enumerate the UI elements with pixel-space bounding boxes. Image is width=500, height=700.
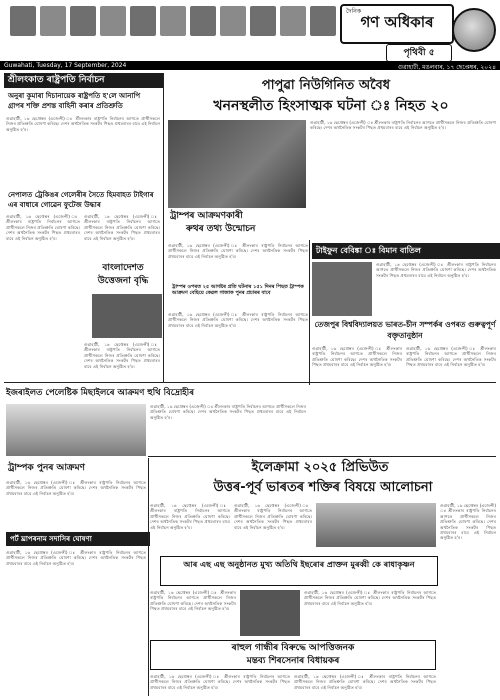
date-bar xyxy=(0,61,500,70)
tezpur-article-body: গুৱাহাটী, ১৬ ছেপ্তেম্বৰ (এজেন্সী) ঃ শ্ৰীলংকাৰ ৰাষ্ট্ৰপতি নিৰ্বাচনৰ আগতে প্ৰাৰ্থীসকলে নিজৰ প্ৰতিশ্ৰুতি ঘোষণা কৰিছে। দেশৰ অৰ্থনৈতিক সংকটৰ পিছত প্ৰথমবাৰৰ বাবে এই নিৰ্বাচন অনুষ্ঠিত হ'ব। xyxy=(312,346,402,368)
papua-headline-2: খননস্থলীত হিংসাত্মক ঘটনা ঃ নিহত ২০ xyxy=(213,98,449,114)
israel-headline: ইজৰাইলত পেলেষ্টিক মিছাইলৰে আক্ৰমণ হুথি বিদ্ৰোহীৰ xyxy=(6,388,194,398)
trump-article-body-2: গুৱাহাটী, ১৬ ছেপ্তেম্বৰ (এজেন্সী) ঃ শ্ৰীলংকাৰ ৰাষ্ট্ৰপতি নিৰ্বাচনৰ আগতে প্ৰাৰ্থীসকলে নিজৰ প্ৰতিশ্ৰুতি ঘোষণা কৰিছে। দেশৰ অৰ্থনৈতিক সংকটৰ পিছত প্ৰথমবাৰৰ বাবে এই নিৰ্বাচন অনুষ্ঠিত হ'ব। xyxy=(168,312,308,328)
logo-prefix: দৈনিক xyxy=(346,8,362,15)
israel-article-body: গুৱাহাটী, ১৬ ছেপ্তেম্বৰ (এজেন্সী) ঃ শ্ৰীলংকাৰ ৰাষ্ট্ৰপতি নিৰ্বাচনৰ আগতে প্ৰাৰ্থীসকলে নিজৰ প্ৰতিশ্ৰুতি ঘোষণা কৰিছে। দেশৰ অৰ্থনৈতিক সংকটৰ পিছত প্ৰথমবাৰৰ বাবে এই নিৰ্বাচন অনুষ্ঠিত হ'ব। xyxy=(150,404,306,420)
chief-guest-photo xyxy=(240,590,300,636)
trump-again-headline: ট্ৰাম্পক পুনৰ আক্ৰমণ xyxy=(8,463,86,473)
rahul-article-body-2: গুৱাহাটী, ১৬ ছেপ্তেম্বৰ (এজেন্সী) ঃ শ্ৰীলংকাৰ ৰাষ্ট্ৰপতি নিৰ্বাচনৰ আগতে প্ৰাৰ্থীসকলে নিজৰ প্ৰতিশ্ৰুতি ঘোষণা কৰিছে। দেশৰ অৰ্থনৈতিক সংকটৰ পিছত প্ৰথমবাৰৰ বাবে এই নিৰ্বাচন অনুষ্ঠিত হ'ব। xyxy=(294,674,436,690)
portrait-photo xyxy=(100,6,126,36)
trump-attacker-line1: ট্ৰাম্পৰ আক্ৰমণকাৰী xyxy=(170,211,243,221)
globe-icon xyxy=(452,8,496,52)
typhoon-article-body: গুৱাহাটী, ১৬ ছেপ্তেম্বৰ (এজেন্সী) ঃ শ্ৰীলংকাৰ ৰাষ্ট্ৰপতি নিৰ্বাচনৰ আগতে প্ৰাৰ্থীসকলে নিজৰ প্ৰতিশ্ৰুতি ঘোষণা কৰিছে। দেশৰ অৰ্থনৈতিক সংকটৰ পিছত প্ৰথমবাৰৰ বাবে এই নিৰ্বাচন অনুষ্ঠিত হ'ব। xyxy=(376,262,496,278)
date-english: Guwahati, Tuesday, 17 September, 2024 xyxy=(4,62,127,69)
anura-headline: অনুৰা কুমাৰা দিচানায়েক ৰাষ্ট্ৰপতি হ'লে আনাপি গ্ৰাপৰ শক্তি প্ৰশস্ত বাহিনী কৰাৰ প্ৰতিশ্ৰুতি xyxy=(8,92,141,110)
srilanka-headline: শ্ৰীলংকাত ৰাষ্ট্ৰপতি নিৰ্বাচন xyxy=(4,73,164,88)
tezpur-headline: তেজপুৰ বিশ্ববিদ্যালয়ত ভাৰত-চীন সম্পৰ্কৰ ওপৰত গুৰুত্বপূৰ্ণ বক্তৃতানুষ্ঠান xyxy=(314,320,496,340)
section-name: পৃথিবী xyxy=(403,48,426,58)
typhoon-photo xyxy=(312,262,372,316)
trump-attacker-line2: ৰুথৰ তথ্য উন্মোচন xyxy=(186,224,256,234)
rahul-headline-line1: ৰাহুল গান্ধীৰ বিৰুদ্ধে আপত্তিজনক xyxy=(231,643,355,653)
elecrama-article-body-2: গুৱাহাটী, ১৬ ছেপ্তেম্বৰ (এজেন্সী) ঃ শ্ৰীলংকাৰ ৰাষ্ট্ৰপতি নিৰ্বাচনৰ আগতে প্ৰাৰ্থীসকলে নিজৰ প্ৰতিশ্ৰুতি ঘোষণা কৰিছে। দেশৰ অৰ্থনৈতিক সংকটৰ পিছত প্ৰথমবাৰৰ বাবে এই নিৰ্বাচন অনুষ্ঠিত হ'ব। xyxy=(234,503,312,530)
portrait-photo xyxy=(190,6,216,36)
northeast-headline: উত্তৰ-পূৰ্ব ভাৰতৰ শক্তিৰ বিষয়ে আলোচনা xyxy=(213,480,433,495)
nepal-headline: নেপালত ট্ৰেকিঙৰ গেলেৰীৰ সৈতে হিমবাহত টাইগাৰ এৰ বাধাৰে গোৱেন ফুটেজ উদ্ধাৰ xyxy=(8,191,154,209)
portrait-photo xyxy=(310,6,336,36)
logo-title: গণ অধিকাৰ xyxy=(360,13,434,31)
portrait-photo xyxy=(280,6,306,36)
trump-again-article-body: গুৱাহাটী, ১৬ ছেপ্তেম্বৰ (এজেন্সী) ঃ শ্ৰীলংকাৰ ৰাষ্ট্ৰপতি নিৰ্বাচনৰ আগতে প্ৰাৰ্থীসকলে নিজৰ প্ৰতিশ্ৰুতি ঘোষণা কৰিছে। দেশৰ অৰ্থনৈতিক সংকটৰ পিছত প্ৰথমবাৰৰ বাবে এই নিৰ্বাচন অনুষ্ঠিত হ'ব। xyxy=(6,480,146,496)
trump-attacker-headline xyxy=(170,210,306,240)
chief-guest-article-body: গুৱাহাটী, ১৬ ছেপ্তেম্বৰ (এজেন্সী) ঃ শ্ৰীলংকাৰ ৰাষ্ট্ৰপতি নিৰ্বাচনৰ আগতে প্ৰাৰ্থীসকলে নিজৰ প্ৰতিশ্ৰুতি ঘোষণা কৰিছে। দেশৰ অৰ্থনৈতিক সংকটৰ পিছত প্ৰথমবাৰৰ বাবে এই নিৰ্বাচন অনুষ্ঠিত হ'ব। xyxy=(150,590,236,612)
chief-guest-headline: আৰ এছ এছ অনুষ্ঠানত মুখ্য অতিথি ইছৰোৰ প্ৰাক্তন মুৰব্বী কে ৰাধাকৃষ্ণন xyxy=(160,556,438,586)
prime-minister-headline: পৰ্ট ঘ্ৰাপৰনাম সদাসিৰ ঘোষণা xyxy=(6,532,150,546)
rahul-article-body: গুৱাহাটী, ১৬ ছেপ্তেম্বৰ (এজেন্সী) ঃ শ্ৰীলংকাৰ ৰাষ্ট্ৰপতি নিৰ্বাচনৰ আগতে প্ৰাৰ্থীসকলে নিজৰ প্ৰতিশ্ৰুতি ঘোষণা কৰিছে। দেশৰ অৰ্থনৈতিক সংকটৰ পিছত প্ৰথমবাৰৰ বাবে এই নিৰ্বাচন অনুষ্ঠিত হ'ব। xyxy=(150,674,290,690)
portrait-photo xyxy=(40,6,66,36)
elecrama-headline: ইলেক্ৰামা ২০২৫ প্ৰিভিউত xyxy=(251,460,389,475)
section-divider xyxy=(4,382,496,383)
column-divider xyxy=(163,73,164,383)
bangladesh-headline: বাংলাদেশত উত্তেজনা বৃদ্ধি xyxy=(97,263,149,286)
elecrama-photo xyxy=(316,503,436,547)
section-label xyxy=(386,44,452,62)
srilanka-article-body: গুৱাহাটী, ১৬ ছেপ্তেম্বৰ (এজেন্সী) ঃ শ্ৰীলংকাৰ ৰাষ্ট্ৰপতি নিৰ্বাচনৰ আগতে প্ৰাৰ্থীসকলে নিজৰ প্ৰতিশ্ৰুতি ঘোষণা কৰিছে। দেশৰ অৰ্থনৈতিক সংকটৰ পিছত প্ৰথমবাৰৰ বাবে এই নিৰ্বাচন অনুষ্ঠিত হ'ব। xyxy=(6,116,160,132)
chief-guest-article-body-2: গুৱাহাটী, ১৬ ছেপ্তেম্বৰ (এজেন্সী) ঃ শ্ৰীলংকাৰ ৰাষ্ট্ৰপতি নিৰ্বাচনৰ আগতে প্ৰাৰ্থীসকলে নিজৰ প্ৰতিশ্ৰুতি ঘোষণা কৰিছে। দেশৰ অৰ্থনৈতিক সংকটৰ পিছত প্ৰথমবাৰৰ বাবে এই নিৰ্বাচন অনুষ্ঠিত হ'ব। xyxy=(304,590,436,606)
prime-minister-article-body: গুৱাহাটী, ১৬ ছেপ্তেম্বৰ (এজেন্সী) ঃ শ্ৰীলংকাৰ ৰাষ্ট্ৰপতি নিৰ্বাচনৰ আগতে প্ৰাৰ্থীসকলে নিজৰ প্ৰতিশ্ৰুতি ঘোষণা কৰিছে। দেশৰ অৰ্থনৈতিক সংকটৰ পিছত প্ৰথমবাৰৰ বাবে এই নিৰ্বাচন অনুষ্ঠিত হ'ব। xyxy=(6,550,146,566)
date-assamese: গুৱাহাটী, মঙলবাৰ, ১৭ ছেপ্তেম্বৰ, ২০২৪ xyxy=(397,64,496,71)
papua-headline-1: পাপুৱা নিউগিনিত অবৈধ xyxy=(261,78,391,93)
portrait-photo xyxy=(220,6,246,36)
page-number: ৫ xyxy=(428,48,435,58)
portrait-photo xyxy=(130,6,156,36)
portrait-photo xyxy=(10,6,36,36)
missile-photo xyxy=(6,404,146,456)
nepal-article-body-2: গুৱাহাটী, ১৬ ছেপ্তেম্বৰ (এজেন্সী) ঃ শ্ৰীলংকাৰ ৰাষ্ট্ৰপতি নিৰ্বাচনৰ আগতে প্ৰাৰ্থীসকলে নিজৰ প্ৰতিশ্ৰুতি ঘোষণা কৰিছে। দেশৰ অৰ্থনৈতিক সংকটৰ পিছত প্ৰথমবাৰৰ বাবে এই নিৰ্বাচন অনুষ্ঠিত হ'ব। xyxy=(84,214,160,241)
newspaper-logo xyxy=(340,4,454,44)
papua-photo xyxy=(168,120,306,208)
column-divider xyxy=(148,458,149,696)
column-divider xyxy=(309,240,310,385)
elecrama-article-body-3: গুৱাহাটী, ১৬ ছেপ্তেম্বৰ (এজেন্সী) ঃ শ্ৰীলংকাৰ ৰাষ্ট্ৰপতি নিৰ্বাচনৰ আগতে প্ৰাৰ্থীসকলে নিজৰ প্ৰতিশ্ৰুতি ঘোষণা কৰিছে। দেশৰ অৰ্থনৈতিক সংকটৰ পিছত প্ৰথমবাৰৰ বাবে এই নিৰ্বাচন অনুষ্ঠিত হ'ব। xyxy=(440,503,496,541)
bangladesh-article-body: গুৱাহাটী, ১৬ ছেপ্তেম্বৰ (এজেন্সী) ঃ শ্ৰীলংকাৰ ৰাষ্ট্ৰপতি নিৰ্বাচনৰ আগতে প্ৰাৰ্থীসকলে নিজৰ প্ৰতিশ্ৰুতি ঘোষণা কৰিছে। দেশৰ অৰ্থনৈতিক সংকটৰ পিছত প্ৰথমবাৰৰ বাবে এই নিৰ্বাচন অনুষ্ঠিত হ'ব। xyxy=(84,342,160,369)
nepal-article-body: গুৱাহাটী, ১৬ ছেপ্তেম্বৰ (এজেন্সী) ঃ শ্ৰীলংকাৰ ৰাষ্ট্ৰপতি নিৰ্বাচনৰ আগতে প্ৰাৰ্থীসকলে নিজৰ প্ৰতিশ্ৰুতি ঘোষণা কৰিছে। দেশৰ অৰ্থনৈতিক সংকটৰ পিছত প্ৰথমবাৰৰ বাবে এই নিৰ্বাচন অনুষ্ঠিত হ'ব। xyxy=(6,214,80,241)
section-divider xyxy=(148,456,496,457)
trump-article-body: গুৱাহাটী, ১৬ ছেপ্তেম্বৰ (এজেন্সী) ঃ শ্ৰীলংকাৰ ৰাষ্ট্ৰপতি নিৰ্বাচনৰ আগতে প্ৰাৰ্থীসকলে নিজৰ প্ৰতিশ্ৰুতি ঘোষণা কৰিছে। দেশৰ অৰ্থনৈতিক সংকটৰ পিছত প্ৰথমবাৰৰ বাবে এই নিৰ্বাচন অনুষ্ঠিত হ'ব। xyxy=(168,243,308,259)
rahul-headline-line2: মন্তব্য শিৰসেনাৰ বিধায়কৰ xyxy=(246,656,340,666)
elecrama-article-body: গুৱাহাটী, ১৬ ছেপ্তেম্বৰ (এজেন্সী) ঃ শ্ৰীলংকাৰ ৰাষ্ট্ৰপতি নিৰ্বাচনৰ আগতে প্ৰাৰ্থীসকলে নিজৰ প্ৰতিশ্ৰুতি ঘোষণা কৰিছে। দেশৰ অৰ্থনৈতিক সংকটৰ পিছত প্ৰথমবাৰৰ বাবে এই নিৰ্বাচন অনুষ্ঠিত হ'ব। xyxy=(150,503,230,530)
typhoon-headline: টাইফুন বেবিঙ্কা ঃ বিমান বাতিল xyxy=(312,243,500,259)
portrait-photo xyxy=(70,6,96,36)
portrait-photo xyxy=(250,6,276,36)
bangladesh-photo xyxy=(92,294,162,338)
rahul-headline xyxy=(150,640,436,670)
portrait-photo xyxy=(160,6,186,36)
papua-article-body: গুৱাহাটী, ১৬ ছেপ্তেম্বৰ (এজেন্সী) ঃ শ্ৰীলংকাৰ ৰাষ্ট্ৰপতি নিৰ্বাচনৰ আগতে প্ৰাৰ্থীসকলে নিজৰ প্ৰতিশ্ৰুতি ঘোষণা কৰিছে। দেশৰ অৰ্থনৈতিক সংকটৰ পিছত প্ৰথমবাৰৰ বাবে এই নিৰ্বাচন অনুষ্ঠিত হ'ব। xyxy=(310,120,496,131)
trump-quote-caption: ট্ৰাম্পৰ ওপৰত ২৫ আগষ্টৰ প্ৰতি ঘটনাৰ ১৫১ দিনৰ পিছত ট্ৰাম্পক আক্ৰমণ বেছিয়ে কেৱল গাজাক পুনৰ প্ৰচাৰৰ বাবে xyxy=(172,284,304,297)
tezpur-article-body-2: গুৱাহাটী, ১৬ ছেপ্তেম্বৰ (এজেন্সী) ঃ শ্ৰীলংকাৰ ৰাষ্ট্ৰপতি নিৰ্বাচনৰ আগতে প্ৰাৰ্থীসকলে নিজৰ প্ৰতিশ্ৰুতি ঘোষণা কৰিছে। দেশৰ অৰ্থনৈতিক সংকটৰ পিছত প্ৰথমবাৰৰ বাবে এই নিৰ্বাচন অনুষ্ঠিত হ'ব। xyxy=(406,346,496,368)
